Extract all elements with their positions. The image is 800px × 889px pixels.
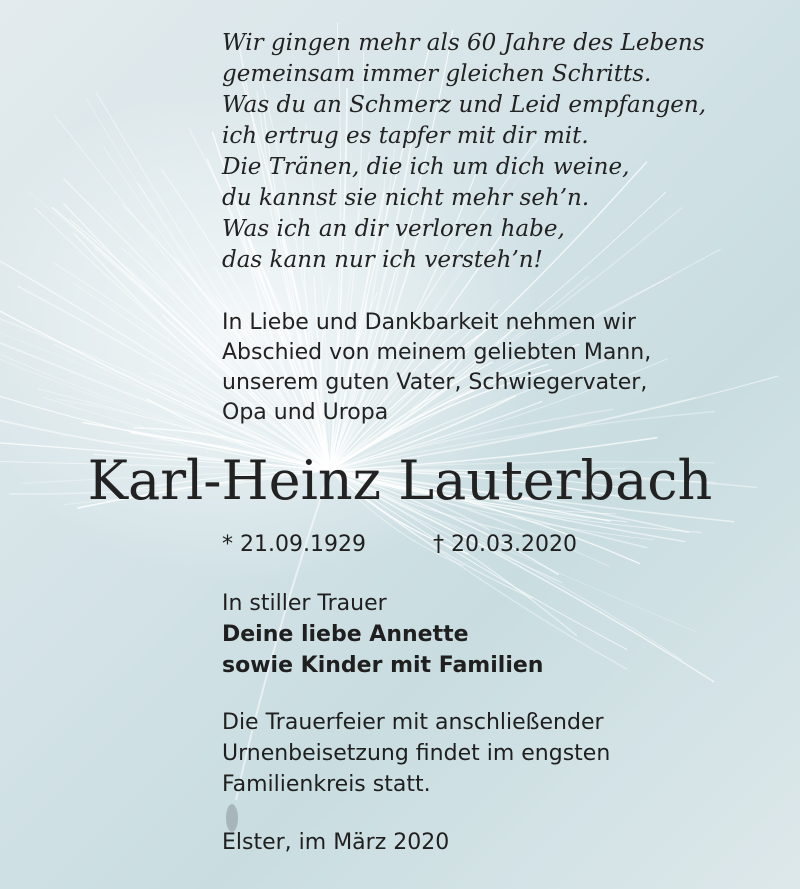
mourners-block bbox=[222, 588, 543, 681]
death-date: † 20.03.2020 bbox=[433, 532, 577, 557]
intro-line: In Liebe und Dankbarkeit nehmen wir bbox=[222, 310, 636, 335]
deceased-name: Karl-Heinz Lauterbach bbox=[87, 449, 713, 512]
memorial-poem bbox=[222, 28, 706, 276]
mourning-intro: In stiller Trauer bbox=[222, 591, 387, 616]
poem-line: Was ich an dir verloren habe, bbox=[222, 216, 565, 242]
poem-line: du kannst sie nicht mehr seh’n. bbox=[222, 185, 590, 211]
farewell-intro bbox=[222, 308, 651, 428]
poem-line: gemeinsam immer gleichen Schritts. bbox=[222, 61, 652, 87]
ceremony-line: Familienkreis statt. bbox=[222, 772, 431, 797]
ceremony-line: Die Trauerfeier mit anschließender bbox=[222, 710, 604, 735]
poem-line: das kann nur ich versteh’n! bbox=[222, 247, 543, 273]
mourner-name: sowie Kinder mit Familien bbox=[222, 653, 544, 678]
intro-line: unserem guten Vater, Schwiegervater, bbox=[222, 370, 648, 395]
place-and-date: Elster, im März 2020 bbox=[222, 830, 450, 855]
ceremony-info bbox=[222, 707, 610, 800]
poem-line: ich ertrug es tapfer mit dir mit. bbox=[222, 123, 589, 149]
intro-line: Abschied von meinem geliebten Mann, bbox=[222, 340, 652, 365]
birth-date: * 21.09.1929 bbox=[222, 532, 366, 557]
intro-line: Opa und Uropa bbox=[222, 400, 389, 425]
poem-line: Wir gingen mehr als 60 Jahre des Lebens bbox=[222, 30, 705, 56]
ceremony-line: Urnenbeisetzung findet im engsten bbox=[222, 741, 611, 766]
poem-line: Was du an Schmerz und Leid empfangen, bbox=[222, 92, 707, 118]
poem-line: Die Tränen, die ich um dich weine, bbox=[222, 154, 630, 180]
mourner-name: Deine liebe Annette bbox=[222, 622, 469, 647]
